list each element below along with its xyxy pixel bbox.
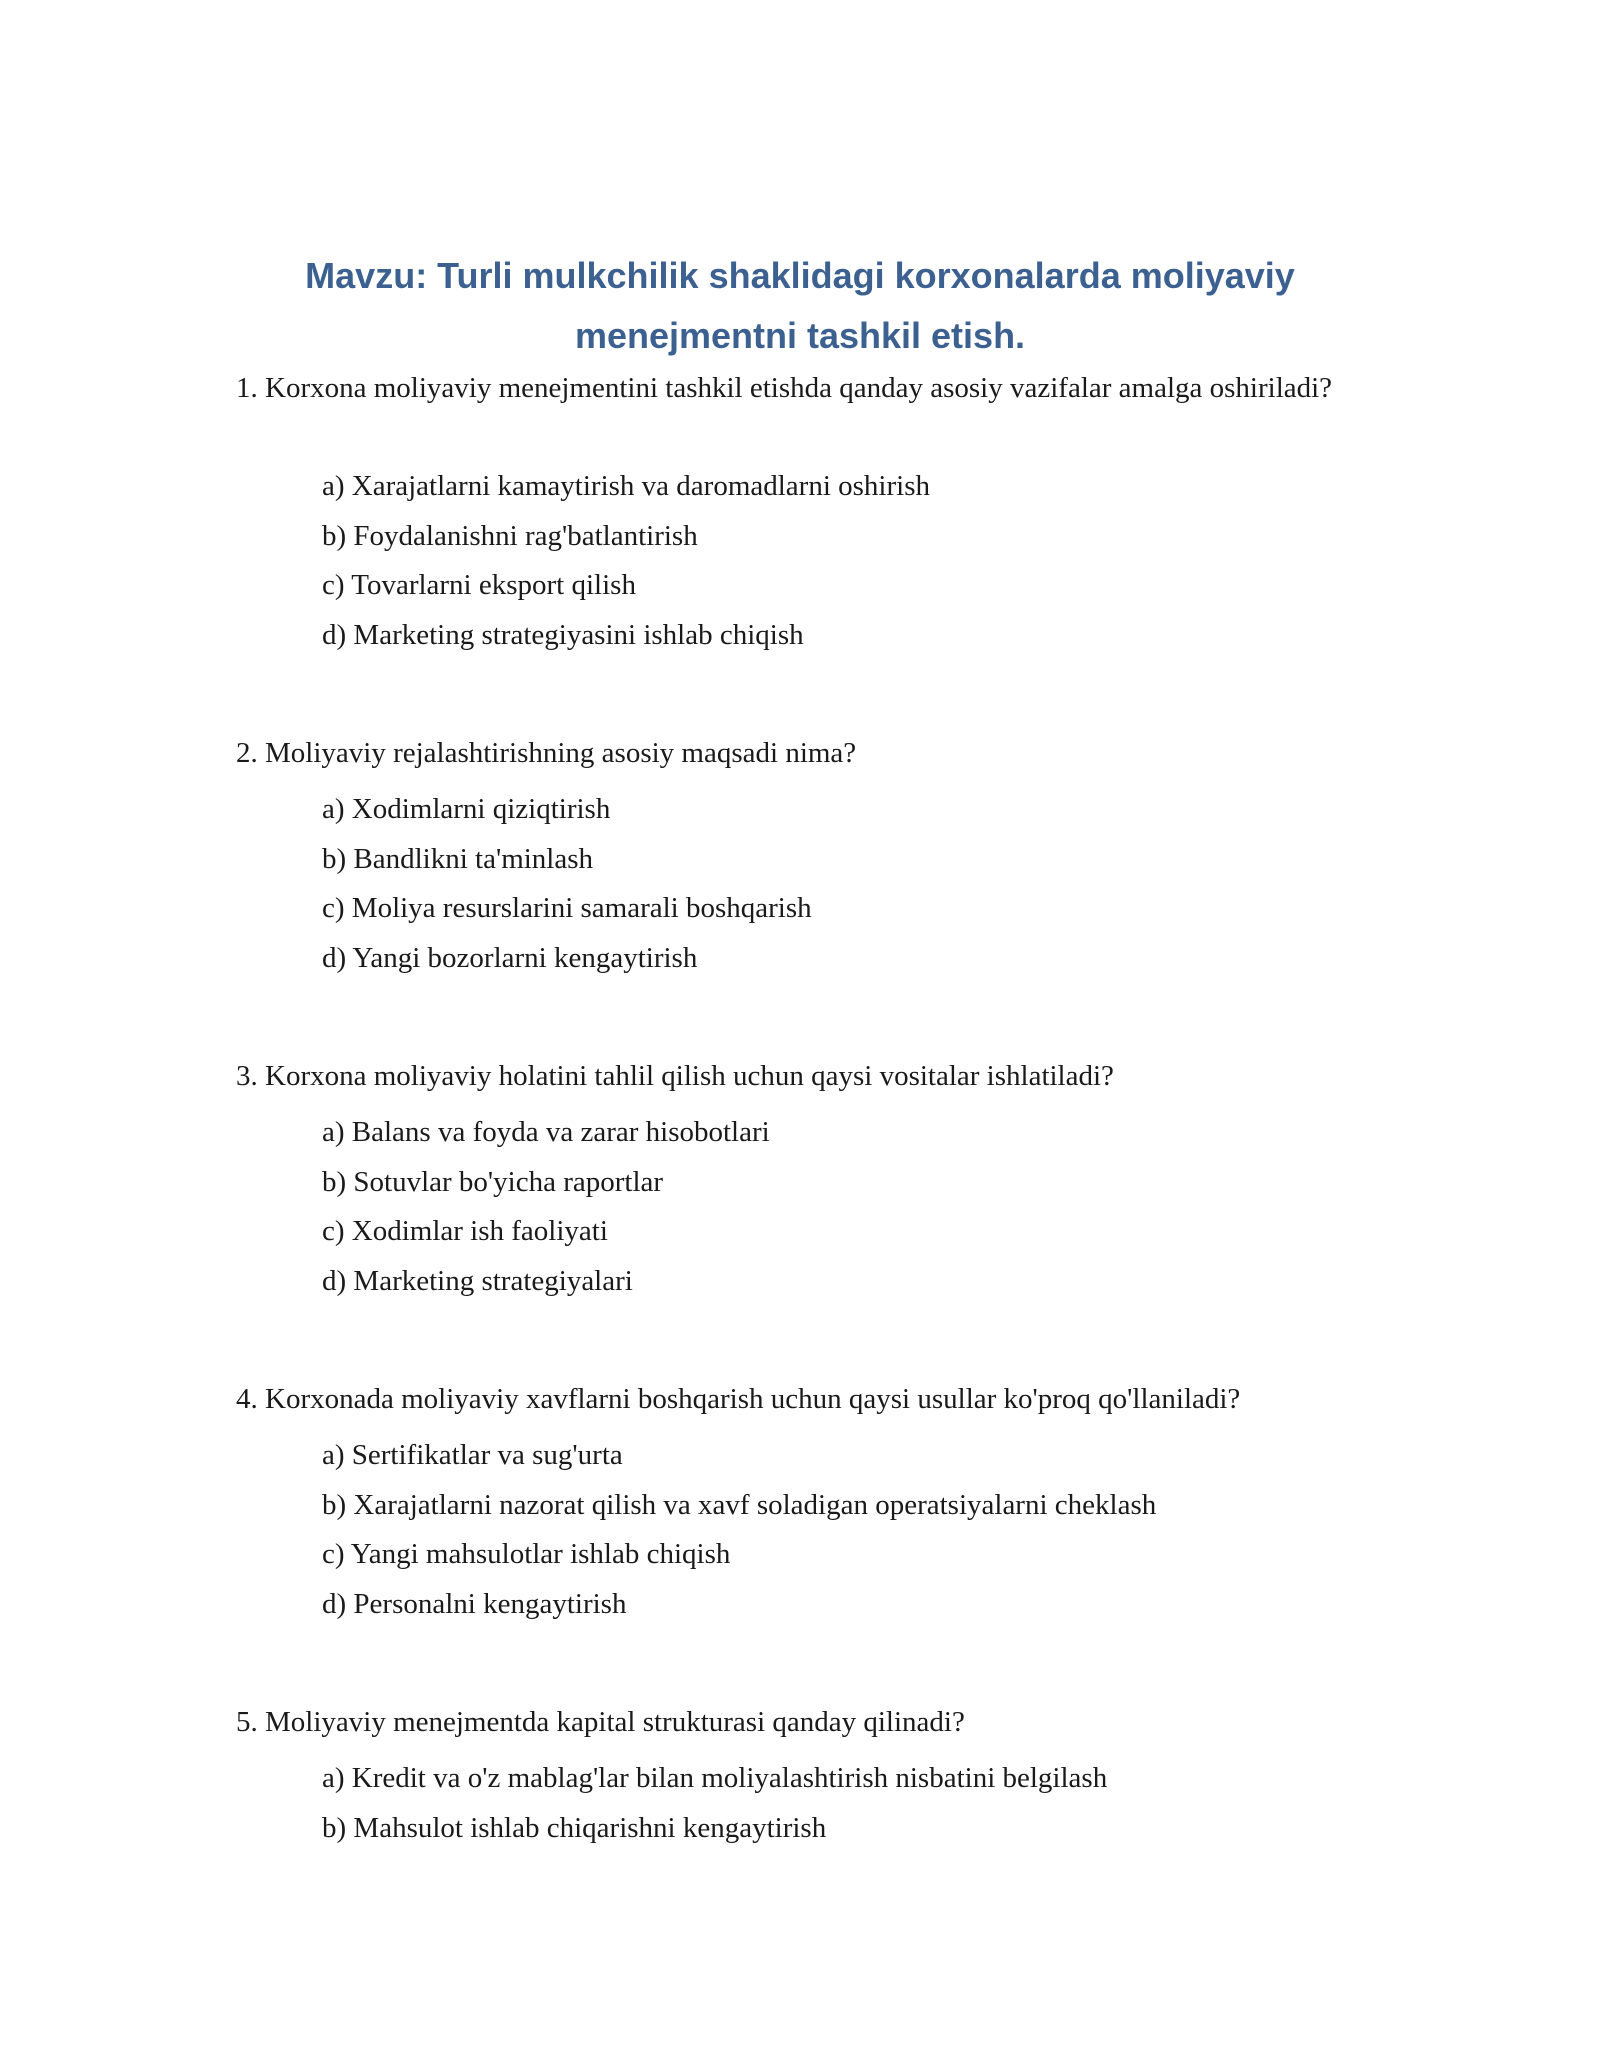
- question-5-option-a: a) Kredit va o'z mablag'lar bilan moliyalashtirish nisbatini belgilash: [322, 1762, 1108, 1794]
- question-1-option-c: c) Tovarlarni eksport qilish: [322, 569, 636, 602]
- page-title-line-2: menejmentni tashkil etish.: [574, 315, 1026, 356]
- question-1-option-a: a) Xarajatlarni kamaytirish va daromadlarni oshirish: [322, 470, 930, 502]
- question-4-option-b: b) Xarajatlarni nazorat qilish va xavf soladigan operatsiyalarni cheklash: [322, 1488, 1157, 1521]
- question-1-text: 1. Korxona moliyaviy menejmentini tashkil etishda qanday asosiy vazifalar amalga oshiriladi?: [236, 372, 1333, 404]
- question-3-options: [322, 1108, 1362, 1306]
- question-3-text: 3. Korxona moliyaviy holatini tahlil qilish uchun qaysi vositalar ishlatiladi?: [236, 1060, 1114, 1092]
- question-2-option-b: b) Bandlikni ta'minlash: [322, 842, 594, 875]
- question-1-option-d: d) Marketing strategiyasini ishlab chiqish: [322, 618, 804, 651]
- question-3-option-b: b) Sotuvlar bo'yicha raportlar: [322, 1165, 664, 1198]
- question-1-options: [322, 462, 1362, 660]
- question-2-option-d: d) Yangi bozorlarni kengaytirish: [322, 941, 698, 974]
- question-5-options: [322, 1754, 1362, 1853]
- question-1-option-b: b) Foydalanishni rag'batlantirish: [322, 519, 698, 552]
- question-2-option-a: a) Xodimlarni qiziqtirish: [322, 793, 611, 825]
- question-3-option-a: a) Balans va foyda va zarar hisobotlari: [322, 1116, 770, 1148]
- question-2-text: 2. Moliyaviy rejalashtirishning asosiy maqsadi nima?: [236, 737, 857, 769]
- question-4-text: 4. Korxonada moliyaviy xavflarni boshqarish uchun qaysi usullar ko'proq qo'llaniladi?: [236, 1383, 1241, 1415]
- question-5-option-b: b) Mahsulot ishlab chiqarishni kengaytirish: [322, 1811, 827, 1844]
- question-3-option-d: d) Marketing strategiyalari: [322, 1264, 633, 1297]
- page-title-line-1: Mavzu: Turli mulkchilik shaklidagi korxonalarda moliyaviy: [305, 255, 1295, 296]
- question-4-options: [322, 1431, 1362, 1629]
- question-5-text: 5. Moliyaviy menejmentda kapital strukturasi qanday qilinadi?: [236, 1706, 965, 1738]
- page-title: [236, 246, 1364, 366]
- question-2-options: [322, 785, 1362, 983]
- question-4-option-c: c) Yangi mahsulotlar ishlab chiqish: [322, 1538, 731, 1571]
- question-3-option-c: c) Xodimlar ish faoliyati: [322, 1215, 608, 1248]
- question-4-option-a: a) Sertifikatlar va sug'urta: [322, 1439, 623, 1471]
- question-4-option-d: d) Personalni kengaytirish: [322, 1587, 627, 1620]
- question-2-option-c: c) Moliya resurslarini samarali boshqarish: [322, 892, 812, 925]
